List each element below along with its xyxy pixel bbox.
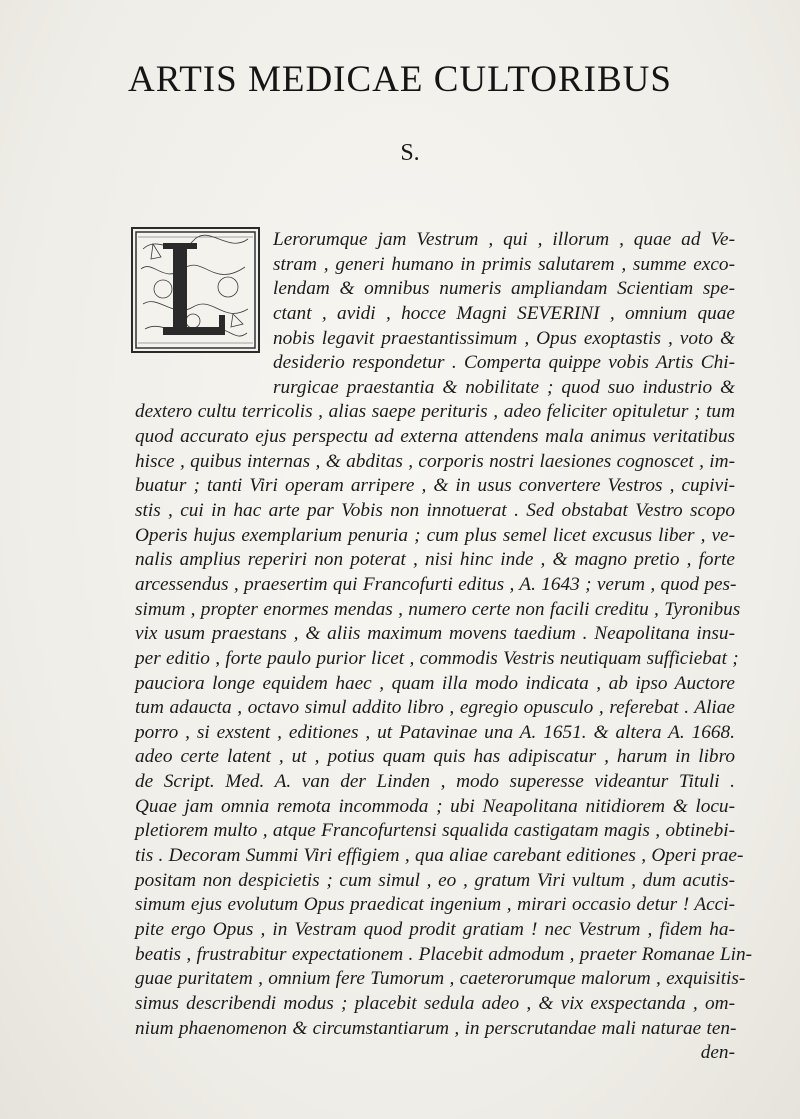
text-line: simum , propter enormes mendas , numero certe non facili creditu , Tyronibus: [135, 598, 741, 620]
text-line: quod accurato ejus perspectu ad externa attendens mala animus veritatibus: [135, 426, 735, 448]
text-line: desiderio respondetur . Comperta quippe vobis Artis Chi-: [273, 352, 735, 374]
text-line: beatis , frustrabitur expectationem . Placebit admodum , praeter Romanae Lin-: [135, 943, 753, 965]
text-line: stram , generi humano in primis salutarem , summe exco-: [273, 253, 735, 275]
text-line: rurgicae praestantia & nobilitate ; quod suo industrio &: [273, 376, 735, 398]
text-line: de Script. Med. A. van der Linden , modo superesse videantur Tituli .: [135, 771, 735, 793]
text-line: tis . Decoram Summi Viri effigiem , qua aliae carebant editiones , Operi prae-: [135, 845, 744, 867]
text-line: arcessendus , praesertim qui Francofurti editus , A. 1643 ; verum , quod pes-: [135, 573, 737, 595]
text-line: lendam & omnibus numeris ampliandam Scientiam spe-: [273, 278, 735, 300]
text-line: dextero cultu terricolis , alias saepe perituris , adeo feliciter opituletur ; tum: [135, 401, 735, 423]
text-line: simus describendi modus ; placebit sedula adeo , & vix exspectanda , om-: [135, 992, 735, 1014]
salutation: S.: [400, 140, 420, 166]
text-line: vix usum praestans , & aliis maximum movens taedium . Neapolitana insu-: [135, 623, 735, 645]
text-line: nium phaenomenon & circumstantiarum , in perscrutandae mali naturae ten-: [135, 1017, 737, 1039]
text-line: nobis legavit praestantissimum , Opus exoptastis , voto &: [273, 327, 735, 349]
page-heading: ARTIS MEDICAE CULTORIBUS: [128, 59, 672, 100]
text-line: guae puritatem , omnium fere Tumorum , caeterorumque malorum , exquisitis-: [135, 968, 746, 990]
text-line: porro , si exstent , editiones , ut Patavinae una A. 1651. & altera A. 1668.: [135, 721, 735, 743]
text-line: hisce , quibus internas , & abditas , corporis nostri laesiones cognoscet , im-: [135, 450, 735, 472]
text-line: ctant , avidi , hocce Magni SEVERINI , omnium quae: [273, 302, 735, 324]
text-line: simum ejus evolutum Opus praedicat ingenium , mirari occasio detur ! Acci-: [135, 894, 735, 916]
text-line: Operis hujus exemplarium penuria ; cum plus semel licet excusus liber , ve-: [135, 524, 735, 546]
text-line: nalis amplius reperiri non poterat , nisi hinc inde , & magno pretio , forte: [135, 549, 735, 571]
catchword: den-: [700, 1042, 735, 1064]
dedication-text: [135, 228, 753, 1066]
text-line: adeo certe latent , ut , potius quam quis has adipiscatur , harum in libro: [135, 746, 735, 768]
text-line: pletiorem multo , atque Francofurtensi squalida castigatam magis , obtinebi-: [135, 820, 735, 842]
text-line: buatur ; tanti Viri operam arripere , & in usus convertere Vestros , cupivi-: [135, 475, 735, 497]
text-line: tum adaucta , octavo simul addito libro , egregio opusculo , referebat . Aliae: [135, 697, 735, 719]
text-line: Quae jam omnia remota incommoda ; ubi Neapolitana nitidiorem & locu-: [135, 795, 735, 817]
text-line: Lerorumque jam Vestrum , qui , illorum , quae ad Ve-: [273, 229, 735, 250]
text-line: pite ergo Opus , in Vestram quod prodit gratiam ! nec Vestrum , fidem ha-: [135, 918, 735, 940]
text-line: per editio , forte paulo purior licet , commodis Vestris neutiquam sufficiebat ;: [135, 647, 739, 669]
text-line: positam non despicietis ; cum simul , eo , gratum Viri vultum , dum acutis-: [135, 869, 735, 891]
text-line: stis , cui in hac arte par Vobis non innotuerat . Sed obstabat Vestro scopo: [135, 500, 735, 522]
text-line: pauciora longe equidem haec , quam illa modo indicata , ab ipso Auctore: [135, 672, 735, 694]
